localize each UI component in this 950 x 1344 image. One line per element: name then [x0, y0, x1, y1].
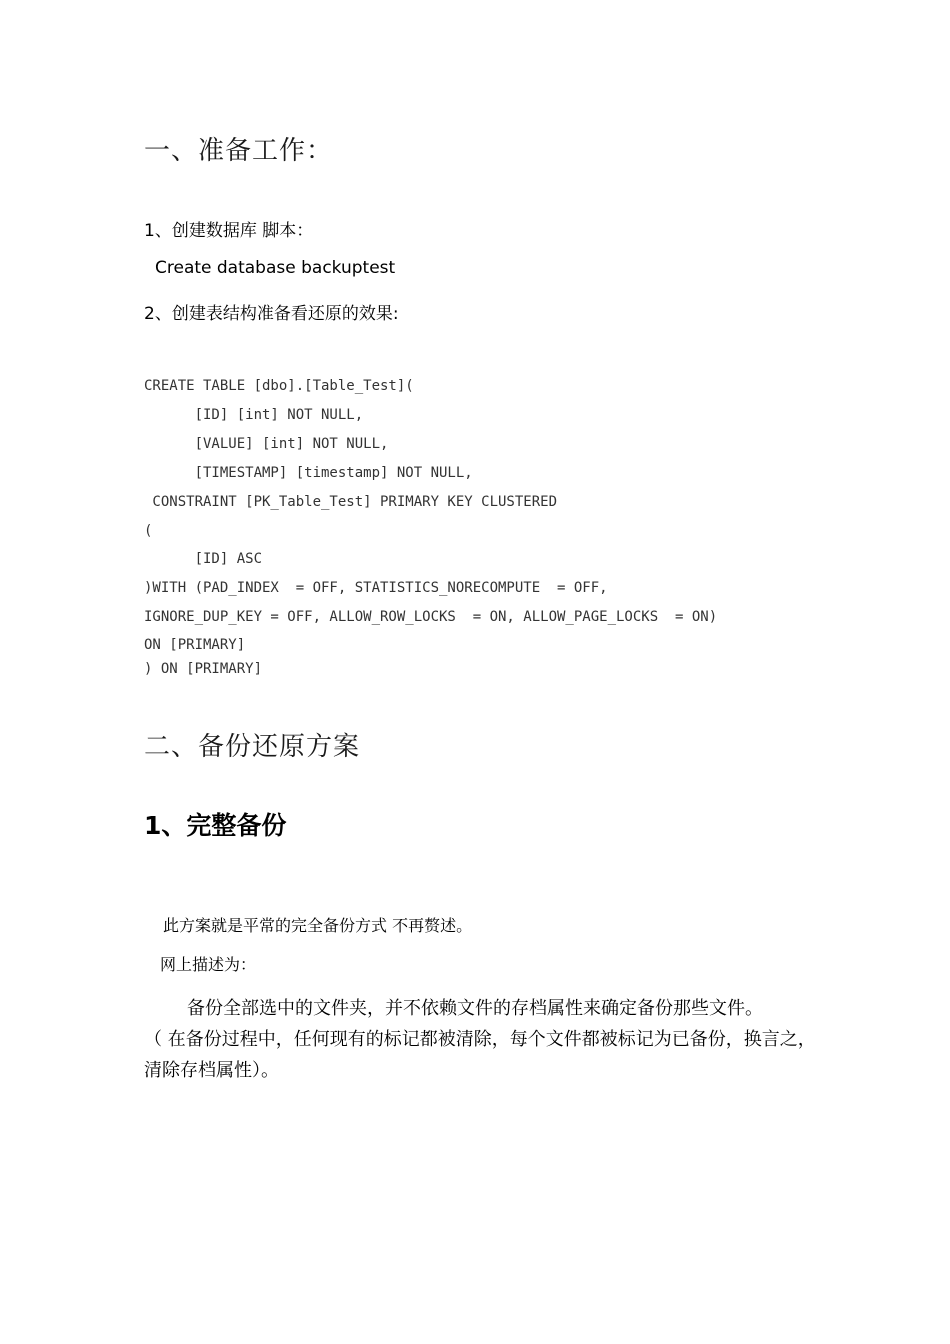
sql-line: CONSTRAINT [PK_Table_Test] PRIMARY KEY CLUSTERED — [144, 494, 558, 510]
sql-line: IGNORE_DUP_KEY = OFF, ALLOW_ROW_LOCKS = ON, ALLOW_PAGE_LOCKS = ON) — [144, 609, 718, 625]
sql-line: ( — [144, 523, 153, 539]
sql-line: [ID] [int] NOT NULL, — [144, 407, 364, 423]
section-heading-backup-plan: 二、备份还原方案 — [144, 732, 361, 762]
description-line: 清除存档属性）。 — [144, 1060, 279, 1081]
sql-line: [TIMESTAMP] [timestamp] NOT NULL, — [144, 465, 473, 481]
full-backup-intro: 此方案就是平常的完全备份方式 不再赘述。 — [163, 916, 473, 935]
online-description-label: 网上描述为： — [160, 955, 257, 974]
sql-line: )WITH (PAD_INDEX = OFF, STATISTICS_NORECOMPUTE = OFF, — [144, 580, 608, 596]
sql-line: ON [PRIMARY] — [144, 637, 246, 653]
sql-line: [VALUE] [int] NOT NULL, — [144, 436, 389, 452]
step2-label: 2、创建表结构准备看还原的效果: — [144, 304, 399, 324]
sql-line: [ID] ASC — [144, 551, 263, 567]
description-line: 备份全部选中的文件夹，并不依赖文件的存档属性来确定备份那些文件。 — [187, 998, 763, 1019]
create-database-script: Create database backuptest — [155, 258, 396, 278]
sql-line: CREATE TABLE [dbo].[Table_Test]( — [144, 378, 414, 394]
subheading-full-backup: 1、完整备份 — [144, 811, 287, 840]
description-line: （ 在备份过程中，任何现有的标记都被清除，每个文件都被标记为已备份，换言之， — [144, 1029, 816, 1050]
step1-label: 1、创建数据库 脚本： — [144, 221, 314, 241]
sql-line: ) ON [PRIMARY] — [144, 661, 263, 677]
section-heading-preparation: 一、准备工作： — [144, 136, 334, 166]
